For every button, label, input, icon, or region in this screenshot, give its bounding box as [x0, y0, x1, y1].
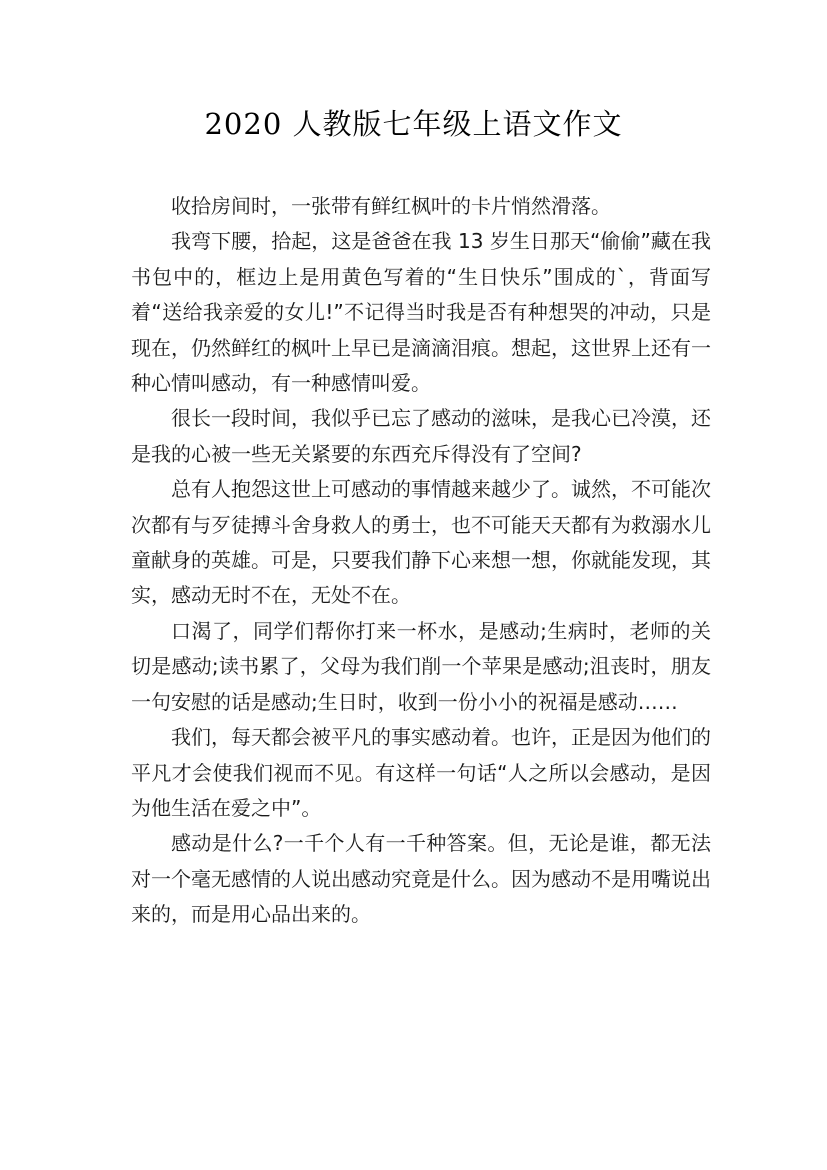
paragraph-4: 总有人抱怨这世上可感动的事情越来越少了。诚然，不可能次次都有与歹徒搏斗舍身救人的勇士，也不可能天天都有为救溺水儿童献身的英雄。可是，只要我们静下心来想一想，你就能发现，其实，感动无时不在，无处不在。: [131, 477, 711, 608]
document-title: 2020 人教版七年级上语文作文: [204, 107, 623, 141]
paragraph-3: 很长一段时间，我似乎已忘了感动的滋味，是我心已冷漠，还是我的心被一些无关紧要的东西充斥得没有了空间?: [131, 406, 711, 466]
paragraph-6: 我们，每天都会被平凡的事实感动着。也许，正是因为他们的平凡才会使我们视而不见。有这样一句话“人之所以会感动，是因为他生活在爱之中”。: [131, 725, 711, 820]
document-body: [131, 189, 711, 933]
paragraph-5: 口渴了，同学们帮你打来一杯水，是感动;生病时，老师的关切是感动;读书累了，父母为我们削一个苹果是感动;沮丧时，朋友一句安慰的话是感动;生日时，收到一份小小的祝福是感动……: [131, 618, 711, 714]
paragraph-2: 我弯下腰，拾起，这是爸爸在我 13 岁生日那天“偷偷”藏在我书包中的，框边上是用黄色写着的“生日快乐”围成的`，背面写着“送给我亲爱的女儿!”不记得当时我是否有种想哭的冲动，只是现在，仍然鲜红的枫叶上早已是滴滴泪痕。想起，这世界上还有一种心情叫感动，有一种感情叫爱。: [131, 229, 711, 396]
paragraph-1: 收拾房间时，一张带有鲜红枫叶的卡片悄然滑落。: [171, 194, 611, 218]
paragraph-7: 感动是什么?一千个人有一千种答案。但，无论是谁，都无法对一个毫无感情的人说出感动究竟是什么。因为感动不是用嘴说出来的，而是用心品出来的。: [131, 831, 711, 927]
